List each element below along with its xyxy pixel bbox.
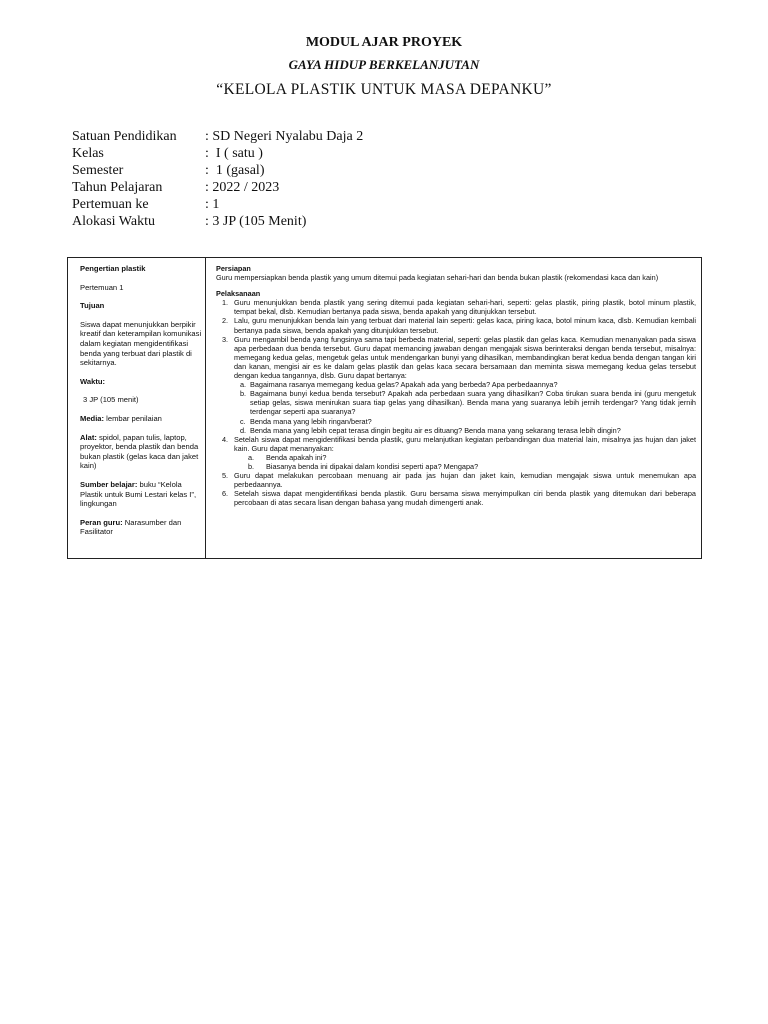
tools-item	[80, 433, 202, 471]
list-item	[216, 316, 696, 334]
sub-text: Benda apakah ini?	[266, 452, 327, 462]
info-label: Kelas	[72, 146, 104, 161]
info-label: Tahun Pelajaran	[72, 180, 163, 195]
step-number: 5.	[222, 471, 229, 481]
sub-letter: c.	[240, 416, 246, 426]
step-text: Guru dapat melakukan percobaan menuang air pada jas hujan dan jaket kain, kemudian mengajak siswa untuk menemukan apa perbedaannya.	[234, 471, 696, 490]
sub-letter: b.	[240, 389, 247, 399]
step-text: Guru mengambil benda yang fungsinya sama tapi berbeda material, seperti: gelas plastik dan gelas kaca. Kemudian menanyakan pada siswa apa perbedaan dua benda tersebut. Guru dapat memancing jawaban dengan mengajak siswa berinteraksi dengan benda tersebut, misalnya: memegang kedua gelas, mengetuk gelas untuk mendengarkan bunyi yang dihasilkan, membandingkan berat kedua benda dengan tangan kiri dan kanan, mengisi air es ke dalam gelas plastik dan gelas kaca secara bersamaan dan meminta siswa memegang kedua gelas tersebut dengan kedua tangannya, dlsb. Guru dapat bertanya:	[234, 334, 696, 381]
info-label: Semester	[72, 163, 124, 178]
list-item	[216, 489, 696, 507]
sub-letter: a.	[248, 452, 255, 462]
media-text: lembar penilaian	[104, 413, 162, 423]
topic-heading: Pengertian plastik	[80, 264, 146, 273]
list-item	[234, 389, 696, 416]
tools-label: Alat:	[80, 432, 97, 442]
list-item	[234, 453, 696, 462]
info-value: : 1	[205, 197, 220, 212]
list-item	[234, 380, 696, 389]
info-value: : SD Negeri Nyalabu Daja 2	[205, 129, 364, 144]
info-row	[72, 162, 363, 179]
lesson-activities-column	[216, 264, 696, 507]
time-heading: Waktu:	[80, 376, 106, 386]
list-item	[234, 462, 696, 471]
sub-letter: a.	[240, 380, 247, 390]
source-label: Sumber belajar:	[80, 479, 138, 489]
media-label: Media:	[80, 413, 105, 423]
role-item	[80, 518, 202, 537]
sub-letter: b.	[248, 461, 255, 471]
info-value: : 1 (gasal)	[205, 163, 265, 178]
info-row	[72, 179, 363, 196]
source-text: buku “Kelola Plastik untuk Bumi Lestari kelas I”, lingkungan	[80, 479, 197, 509]
impl-heading: Pelaksanaan	[216, 289, 261, 299]
sub-list	[234, 380, 696, 435]
sub-text: Biasanya benda ini dipakai dalam kondisi seperti apa? Mengapa?	[266, 461, 479, 471]
step-number: 3.	[222, 334, 229, 344]
step-number: 1.	[222, 298, 229, 308]
list-item	[216, 471, 696, 489]
goal-text: Siswa dapat menunjukkan berpikir kreatif dan keterampilan komunikasi dalam kegiatan mengidentifikasi benda yang terbuat dari plastik di sekitarnya.	[80, 319, 202, 368]
step-text: Lalu, guru menunjukkan benda lain yang terbuat dari material lain seperti: gelas kaca, piring kaca, botol minum kaca, dlsb. Kemudian kembali bertanya pada siswa, benda apakah yang ditunjukkan tersebut.	[234, 316, 696, 335]
info-row	[72, 145, 363, 162]
module-title: MODUL AJAR PROYEK	[305, 35, 463, 50]
info-label: Pertemuan ke	[72, 197, 149, 212]
list-item	[216, 298, 696, 316]
list-item	[216, 335, 696, 435]
step-number: 2.	[222, 316, 229, 326]
list-item	[234, 417, 696, 426]
sub-text: Benda mana yang lebih cepat terasa dingin begitu air es dituang? Benda mana yang sekarang terasa lebih dingin?	[250, 425, 621, 435]
sub-text: Bagaimana rasanya memegang kedua gelas? Apakah ada yang berbeda? Apa perbedaannya?	[250, 380, 558, 390]
info-row	[72, 196, 363, 213]
project-title: “KELOLA PLASTIK UNTUK MASA DEPANKU”	[216, 81, 552, 98]
source-item	[80, 480, 202, 509]
goal-heading: Tujuan	[80, 301, 105, 311]
info-row	[72, 213, 363, 230]
lesson-summary-column	[68, 258, 206, 558]
list-item	[234, 426, 696, 435]
list-item	[216, 435, 696, 471]
role-label: Peran guru:	[80, 517, 123, 527]
steps-list	[216, 298, 696, 507]
media-item	[80, 414, 202, 424]
time-text: 3 JP (105 menit)	[83, 395, 139, 405]
document-header	[0, 34, 768, 100]
info-value: : 2022 / 2023	[205, 180, 280, 195]
step-number: 4.	[222, 434, 229, 444]
tools-text: spidol, papan tulis, laptop, proyektor, benda plastik dan benda bukan plastik (gelas kaca dan jaket kain)	[80, 432, 199, 471]
step-text: Setelah siswa dapat mengidentifikasi benda plastik. Guru bersama siswa menyimpulkan ciri benda plastik yang ditemukan dari beberapa percobaan di atas secara lisan dengan bahasa yang mudah dimengerti anak.	[234, 489, 696, 508]
step-text: Setelah siswa dapat mengidentifikasi benda plastik, guru melanjutkan kegiatan perbandingan dua material lain, misalnya jas hujan dan jaket kain. Guru dapat menanyakan:	[234, 434, 696, 453]
prep-heading: Persiapan	[216, 264, 251, 273]
sub-list	[234, 453, 696, 471]
prep-text: Guru mempersiapkan benda plastik yang umum ditemui pada kegiatan sehari-hari dan benda bukan plastik (rekomendasi kaca dan kain)	[216, 273, 659, 283]
step-text: Guru menunjukkan benda plastik yang sering ditemui pada kegiatan sehari-hari, seperti: gelas plastik, piring plastik, botol minum plastik, tempat bekal, dlsb. Kemudian bertanya pada siswa, benda apakah yang ditunjukkan tersebut.	[234, 298, 696, 317]
identity-block	[72, 128, 363, 230]
module-subtitle: GAYA HIDUP BERKELANJUTAN	[288, 57, 480, 72]
lesson-table	[67, 257, 702, 559]
role-text: Narasumber dan Fasilitator	[80, 517, 182, 537]
info-value: : I ( satu )	[205, 146, 263, 161]
info-label: Alokasi Waktu	[72, 214, 155, 229]
sub-letter: d.	[240, 425, 247, 435]
info-label: Satuan Pendidikan	[72, 129, 177, 144]
info-value: : 3 JP (105 Menit)	[205, 214, 307, 229]
sub-text: Benda mana yang lebih ringan/berat?	[250, 416, 372, 426]
info-row	[72, 128, 363, 145]
step-number: 6.	[222, 489, 229, 499]
sub-text: Bagaimana bunyi kedua benda tersebut? Apakah ada perbedaan suara yang dihasilkan? Coba tirukan suara benda ini (guru mengetuk setiap gelas, siswa menirukan suara tiap gelas yang dihasilkan). Benda mana yang suaranya lebih jernih terdengar? Yang tidak jernih terdengar seperti apa suaranya?	[250, 389, 696, 417]
meeting-label: Pertemuan 1	[80, 282, 124, 292]
